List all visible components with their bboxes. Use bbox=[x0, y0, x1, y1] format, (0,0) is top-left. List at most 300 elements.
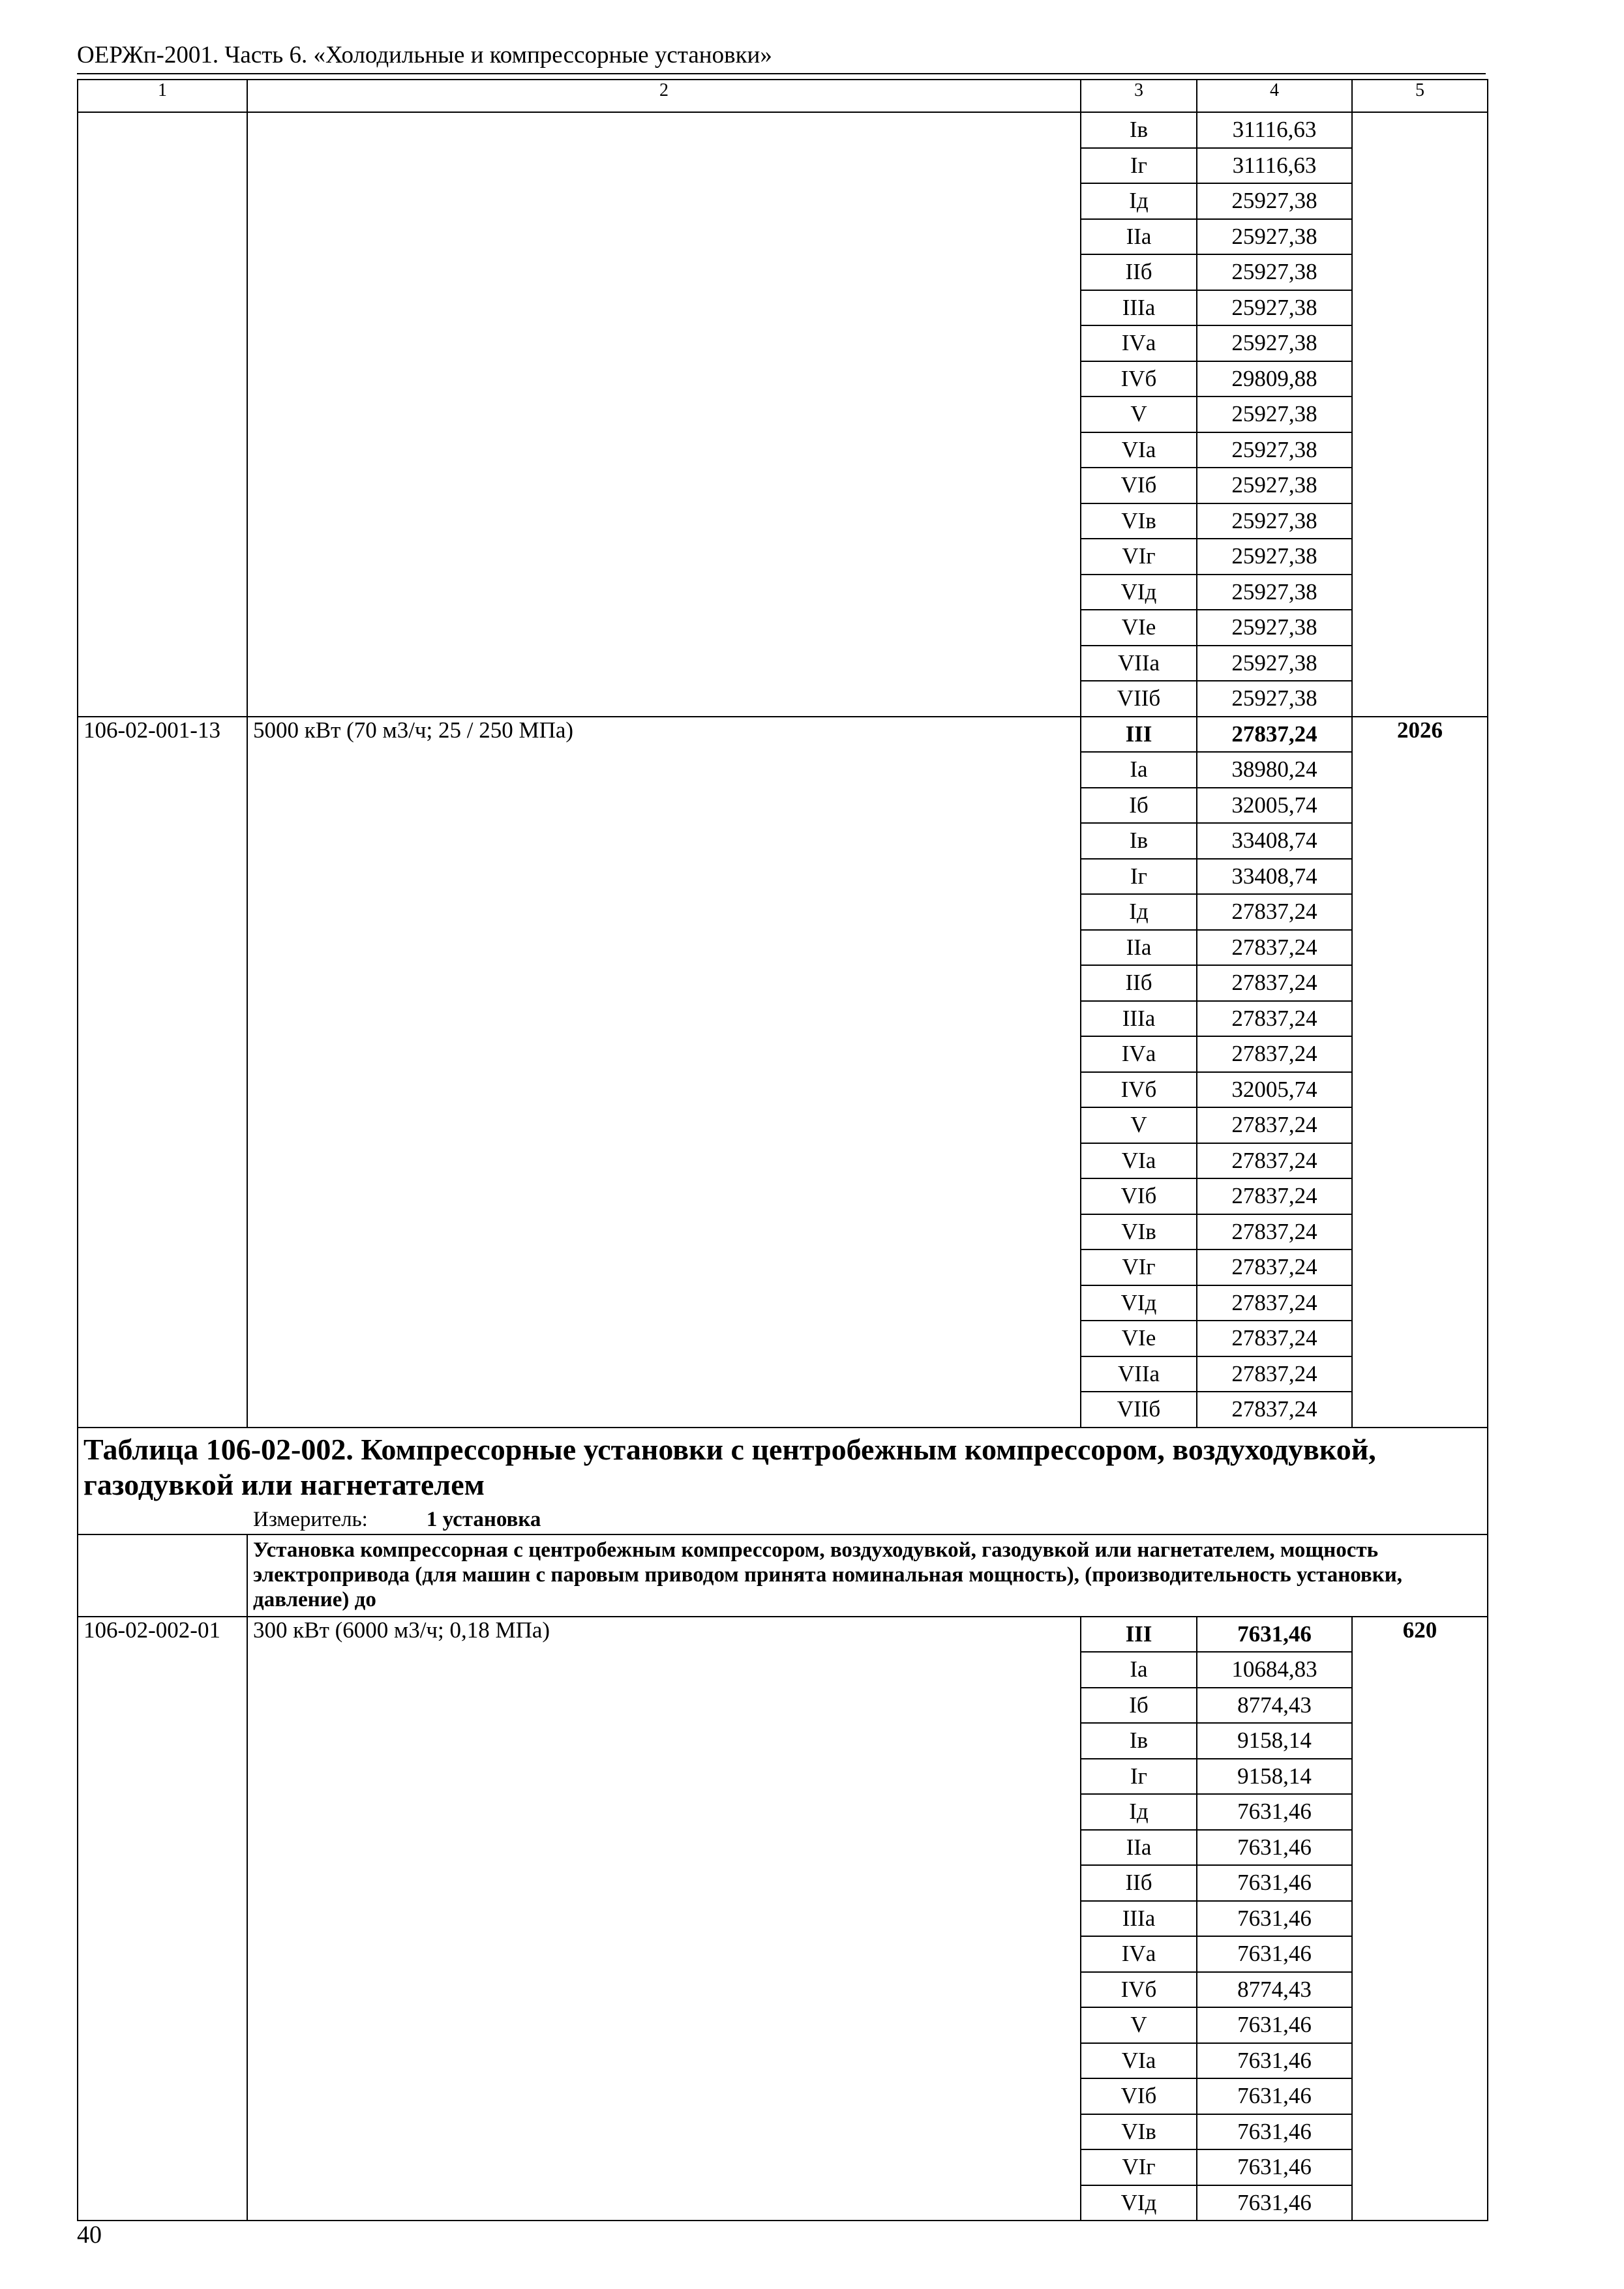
table-row bbox=[78, 1285, 1488, 1321]
intro-text: Установка компрессорная с центробежным компрессором, воздуходувкой, газодувкой или нагнетателем, мощность электропривода (для машин с паровым приводом принята номинальная мощность), (производительность установки, давление) до bbox=[247, 1534, 1488, 1617]
rate-value: 27837,24 bbox=[1197, 894, 1352, 930]
table-row bbox=[78, 2078, 1488, 2114]
labor-total-cell bbox=[1352, 930, 1488, 966]
rate-description-cell bbox=[247, 823, 1081, 859]
region-category: Iв bbox=[1081, 112, 1197, 148]
column-number: 5 bbox=[1352, 80, 1488, 112]
rate-description-cell bbox=[247, 325, 1081, 361]
region-category: V bbox=[1081, 1107, 1197, 1143]
rate-description-cell bbox=[247, 575, 1081, 610]
rate-value: 7631,46 bbox=[1197, 1936, 1352, 1972]
rate-value: 27837,24 bbox=[1197, 1001, 1352, 1037]
labor-total-cell: 2026 bbox=[1352, 717, 1488, 753]
region-category: IIб bbox=[1081, 254, 1197, 290]
labor-total-cell bbox=[1352, 1392, 1488, 1428]
rate-value: 32005,74 bbox=[1197, 788, 1352, 824]
labor-total-cell bbox=[1352, 646, 1488, 681]
intro-row bbox=[78, 1534, 1488, 1617]
table-caption bbox=[78, 1428, 1488, 1534]
rate-description-cell bbox=[247, 2043, 1081, 2079]
labor-total-cell bbox=[1352, 1036, 1488, 1072]
rate-description-cell bbox=[247, 1723, 1081, 1759]
labor-total-cell bbox=[1352, 148, 1488, 184]
region-category: Iг bbox=[1081, 148, 1197, 184]
region-category: VIIб bbox=[1081, 1392, 1197, 1428]
labor-total-cell bbox=[1352, 183, 1488, 219]
table-row bbox=[78, 1688, 1488, 1724]
rate-value: 7631,46 bbox=[1197, 2185, 1352, 2221]
table-row bbox=[78, 2185, 1488, 2221]
region-category: VIб bbox=[1081, 468, 1197, 503]
labor-total-cell bbox=[1352, 396, 1488, 432]
table-title: Таблица 106-02-002. Компрессорные установки с центробежным компрессором, воздуходувкой, газодувкой или нагнетателем bbox=[83, 1432, 1376, 1501]
rate-description-cell bbox=[247, 183, 1081, 219]
rate-description-cell bbox=[247, 361, 1081, 397]
rate-description-cell bbox=[247, 503, 1081, 539]
region-category: IIа bbox=[1081, 930, 1197, 966]
table-row bbox=[78, 1321, 1488, 1356]
rate-code-cell bbox=[78, 1759, 247, 1795]
table-row bbox=[78, 823, 1488, 859]
labor-total-cell bbox=[1352, 1356, 1488, 1392]
region-category: Iг bbox=[1081, 1759, 1197, 1795]
labor-total-cell bbox=[1352, 1830, 1488, 1866]
rate-value: 27837,24 bbox=[1197, 1143, 1352, 1179]
labor-total-cell bbox=[1352, 1652, 1488, 1688]
rate-code-cell bbox=[78, 1392, 247, 1428]
rate-description-cell bbox=[247, 1830, 1081, 1866]
rate-code-cell bbox=[78, 396, 247, 432]
region-category: IVа bbox=[1081, 1036, 1197, 1072]
labor-total-cell bbox=[1352, 1143, 1488, 1179]
table-row bbox=[78, 432, 1488, 468]
table-row bbox=[78, 396, 1488, 432]
rate-value: 27837,24 bbox=[1197, 1107, 1352, 1143]
table-row bbox=[78, 1178, 1488, 1214]
rate-value: 27837,24 bbox=[1197, 1356, 1352, 1392]
rate-value: 27837,24 bbox=[1197, 1392, 1352, 1428]
table-row bbox=[78, 219, 1488, 255]
labor-total-cell bbox=[1352, 788, 1488, 824]
region-category: IVб bbox=[1081, 1072, 1197, 1108]
region-category: Iд bbox=[1081, 894, 1197, 930]
rate-code-cell bbox=[78, 1072, 247, 1108]
rate-description-cell bbox=[247, 396, 1081, 432]
table-row bbox=[78, 2114, 1488, 2150]
region-category: VIе bbox=[1081, 1321, 1197, 1356]
table-row bbox=[78, 646, 1488, 681]
rate-description-cell: 300 кВт (6000 м3/ч; 0,18 МПа) bbox=[247, 1617, 1081, 1653]
rate-description-cell bbox=[247, 752, 1081, 788]
rate-description-cell bbox=[247, 2185, 1081, 2221]
rate-value: 7631,46 bbox=[1197, 2149, 1352, 2185]
table-row bbox=[78, 1249, 1488, 1285]
labor-total-cell bbox=[1352, 681, 1488, 717]
rate-value: 27837,24 bbox=[1197, 1285, 1352, 1321]
rate-description-cell bbox=[247, 290, 1081, 326]
rate-code-cell bbox=[78, 610, 247, 646]
region-category: IVб bbox=[1081, 361, 1197, 397]
rate-code-cell bbox=[78, 1794, 247, 1830]
rate-description-cell bbox=[247, 112, 1081, 148]
rate-value: 8774,43 bbox=[1197, 1688, 1352, 1724]
table-row bbox=[78, 1143, 1488, 1179]
region-category: IIIа bbox=[1081, 1001, 1197, 1037]
region-category: III bbox=[1081, 717, 1197, 753]
rate-description-cell bbox=[247, 1356, 1081, 1392]
rate-code-cell bbox=[78, 1249, 247, 1285]
table-row bbox=[78, 1392, 1488, 1428]
labor-total-cell bbox=[1352, 1972, 1488, 2008]
rate-code-cell bbox=[78, 1321, 247, 1356]
region-category: Iа bbox=[1081, 1652, 1197, 1688]
labor-total-cell bbox=[1352, 2149, 1488, 2185]
labor-total-cell bbox=[1352, 254, 1488, 290]
rate-code-cell bbox=[78, 2007, 247, 2043]
region-category: VIв bbox=[1081, 2114, 1197, 2150]
page-number: 40 bbox=[77, 2221, 102, 2249]
table-row bbox=[78, 1617, 1488, 1653]
rate-value: 9158,14 bbox=[1197, 1723, 1352, 1759]
rate-description-cell bbox=[247, 1285, 1081, 1321]
region-category: VIд bbox=[1081, 1285, 1197, 1321]
rate-value: 27837,24 bbox=[1197, 1036, 1352, 1072]
labor-total-cell bbox=[1352, 2114, 1488, 2150]
labor-total-cell bbox=[1352, 752, 1488, 788]
rate-value: 7631,46 bbox=[1197, 1901, 1352, 1937]
rate-code-cell bbox=[78, 468, 247, 503]
rate-code-cell bbox=[78, 361, 247, 397]
labor-total-cell bbox=[1352, 1723, 1488, 1759]
column-number: 3 bbox=[1081, 80, 1197, 112]
rate-code-cell bbox=[78, 254, 247, 290]
rate-value: 7631,46 bbox=[1197, 1830, 1352, 1866]
rate-description-cell bbox=[247, 788, 1081, 824]
rate-description-cell bbox=[247, 1072, 1081, 1108]
region-category: IVб bbox=[1081, 1972, 1197, 2008]
rate-value: 32005,74 bbox=[1197, 1072, 1352, 1108]
rate-code-cell bbox=[78, 1901, 247, 1937]
region-category: VIг bbox=[1081, 1249, 1197, 1285]
rate-description-cell bbox=[247, 894, 1081, 930]
table-row bbox=[78, 1652, 1488, 1688]
rate-code-cell bbox=[78, 859, 247, 895]
region-category: VIIб bbox=[1081, 681, 1197, 717]
rate-code-cell bbox=[78, 1214, 247, 1250]
table-row bbox=[78, 930, 1488, 966]
running-header bbox=[77, 40, 1486, 74]
table-caption-row bbox=[78, 1428, 1488, 1534]
rate-value: 31116,63 bbox=[1197, 112, 1352, 148]
region-category: VIг bbox=[1081, 539, 1197, 575]
labor-total-cell bbox=[1352, 432, 1488, 468]
rate-code-cell bbox=[78, 148, 247, 184]
rate-description-cell bbox=[247, 148, 1081, 184]
rate-value: 25927,38 bbox=[1197, 610, 1352, 646]
table-row bbox=[78, 361, 1488, 397]
region-category: VIа bbox=[1081, 432, 1197, 468]
table-row bbox=[78, 1001, 1488, 1037]
labor-total-cell bbox=[1352, 1688, 1488, 1724]
rate-description-cell bbox=[247, 468, 1081, 503]
rate-code-cell bbox=[78, 183, 247, 219]
rate-value: 25927,38 bbox=[1197, 575, 1352, 610]
rate-description-cell bbox=[247, 432, 1081, 468]
rate-code-cell bbox=[78, 930, 247, 966]
rate-value: 25927,38 bbox=[1197, 503, 1352, 539]
table-row bbox=[78, 290, 1488, 326]
rate-value: 25927,38 bbox=[1197, 325, 1352, 361]
rate-description-cell: 5000 кВт (70 м3/ч; 25 / 250 МПа) bbox=[247, 717, 1081, 753]
region-category: VIа bbox=[1081, 1143, 1197, 1179]
rate-value: 25927,38 bbox=[1197, 290, 1352, 326]
region-category: IIIа bbox=[1081, 290, 1197, 326]
labor-total-cell bbox=[1352, 610, 1488, 646]
column-number: 1 bbox=[78, 80, 247, 112]
table-row bbox=[78, 894, 1488, 930]
labor-total-cell bbox=[1352, 1285, 1488, 1321]
rate-code-cell bbox=[78, 2185, 247, 2221]
rate-value: 9158,14 bbox=[1197, 1759, 1352, 1795]
rate-description-cell bbox=[247, 930, 1081, 966]
table-row bbox=[78, 1036, 1488, 1072]
rate-description-cell bbox=[247, 1036, 1081, 1072]
region-category: VIд bbox=[1081, 2185, 1197, 2221]
table-row bbox=[78, 1865, 1488, 1901]
rate-description-cell bbox=[247, 1321, 1081, 1356]
table-row bbox=[78, 539, 1488, 575]
rate-code-cell bbox=[78, 1143, 247, 1179]
rate-code-cell bbox=[78, 1036, 247, 1072]
labor-total-cell bbox=[1352, 2078, 1488, 2114]
table-row bbox=[78, 859, 1488, 895]
rate-description-cell bbox=[247, 1214, 1081, 1250]
table-row bbox=[78, 1794, 1488, 1830]
rate-code-cell bbox=[78, 752, 247, 788]
rate-value: 27837,24 bbox=[1197, 930, 1352, 966]
rate-code-cell bbox=[78, 539, 247, 575]
region-category: VIIа bbox=[1081, 646, 1197, 681]
labor-total-cell bbox=[1352, 1794, 1488, 1830]
rate-code-cell bbox=[78, 1356, 247, 1392]
rate-description-cell bbox=[247, 1794, 1081, 1830]
labor-total-cell bbox=[1352, 1321, 1488, 1356]
rate-value: 25927,38 bbox=[1197, 646, 1352, 681]
rate-code-cell bbox=[78, 1865, 247, 1901]
table-row bbox=[78, 717, 1488, 753]
rate-description-cell bbox=[247, 219, 1081, 255]
rate-code-cell bbox=[78, 788, 247, 824]
rate-value: 33408,74 bbox=[1197, 859, 1352, 895]
table-row bbox=[78, 610, 1488, 646]
table-row bbox=[78, 1972, 1488, 2008]
labor-total-cell bbox=[1352, 1759, 1488, 1795]
table-row bbox=[78, 468, 1488, 503]
rate-description-cell bbox=[247, 1107, 1081, 1143]
rate-value: 25927,38 bbox=[1197, 681, 1352, 717]
rate-value: 27837,24 bbox=[1197, 1321, 1352, 1356]
column-number-row bbox=[78, 80, 1488, 112]
table-row bbox=[78, 1830, 1488, 1866]
labor-total-cell bbox=[1352, 290, 1488, 326]
region-category: IIа bbox=[1081, 219, 1197, 255]
table-row bbox=[78, 148, 1488, 184]
labor-total-cell bbox=[1352, 965, 1488, 1001]
table-row bbox=[78, 1214, 1488, 1250]
rate-value: 7631,46 bbox=[1197, 2078, 1352, 2114]
rate-value: 27837,24 bbox=[1197, 717, 1352, 753]
region-category: IIб bbox=[1081, 1865, 1197, 1901]
rate-value: 7631,46 bbox=[1197, 1794, 1352, 1830]
rate-value: 38980,24 bbox=[1197, 752, 1352, 788]
labor-total-cell bbox=[1352, 539, 1488, 575]
table-row bbox=[78, 2007, 1488, 2043]
rate-description-cell bbox=[247, 254, 1081, 290]
table-row bbox=[78, 752, 1488, 788]
table-row bbox=[78, 1107, 1488, 1143]
rate-value: 31116,63 bbox=[1197, 148, 1352, 184]
region-category: Iб bbox=[1081, 788, 1197, 824]
region-category: Iв bbox=[1081, 1723, 1197, 1759]
rate-code-cell bbox=[78, 575, 247, 610]
rate-description-cell bbox=[247, 859, 1081, 895]
rate-value: 7631,46 bbox=[1197, 1617, 1352, 1653]
rate-value: 7631,46 bbox=[1197, 1865, 1352, 1901]
rate-code-cell bbox=[78, 681, 247, 717]
rate-value: 10684,83 bbox=[1197, 1652, 1352, 1688]
region-category: Iг bbox=[1081, 859, 1197, 895]
labor-total-cell bbox=[1352, 575, 1488, 610]
region-category: IIа bbox=[1081, 1830, 1197, 1866]
rate-code-cell bbox=[78, 2114, 247, 2150]
rate-description-cell bbox=[247, 646, 1081, 681]
rate-description-cell bbox=[247, 681, 1081, 717]
table-row bbox=[78, 503, 1488, 539]
rate-code-cell bbox=[78, 1936, 247, 1972]
region-category: Iа bbox=[1081, 752, 1197, 788]
rate-code-cell bbox=[78, 2149, 247, 2185]
rate-description-cell bbox=[247, 610, 1081, 646]
region-category: VIг bbox=[1081, 2149, 1197, 2185]
labor-total-cell bbox=[1352, 1936, 1488, 1972]
table-row bbox=[78, 183, 1488, 219]
table-row bbox=[78, 2149, 1488, 2185]
rate-code-cell bbox=[78, 1972, 247, 2008]
rate-code-cell bbox=[78, 823, 247, 859]
rate-code-cell bbox=[78, 1652, 247, 1688]
table-row bbox=[78, 1936, 1488, 1972]
rate-code-cell bbox=[78, 432, 247, 468]
table-row bbox=[78, 1356, 1488, 1392]
intro-spacer bbox=[78, 1534, 247, 1617]
rate-description-cell bbox=[247, 1178, 1081, 1214]
rate-value: 25927,38 bbox=[1197, 432, 1352, 468]
rate-value: 25927,38 bbox=[1197, 183, 1352, 219]
labor-total-cell bbox=[1352, 503, 1488, 539]
table-row bbox=[78, 254, 1488, 290]
labor-total-cell bbox=[1352, 1865, 1488, 1901]
rate-value: 7631,46 bbox=[1197, 2007, 1352, 2043]
measure-line bbox=[83, 1506, 1482, 1533]
rate-code-cell bbox=[78, 1723, 247, 1759]
rate-code-cell bbox=[78, 325, 247, 361]
measure-value: 1 установка bbox=[426, 1507, 541, 1531]
rate-code-cell bbox=[78, 1107, 247, 1143]
labor-total-cell bbox=[1352, 1107, 1488, 1143]
rate-value: 7631,46 bbox=[1197, 2114, 1352, 2150]
rate-description-cell bbox=[247, 1392, 1081, 1428]
labor-total-cell bbox=[1352, 325, 1488, 361]
labor-total-cell bbox=[1352, 1249, 1488, 1285]
rate-code-cell bbox=[78, 219, 247, 255]
labor-total-cell bbox=[1352, 1001, 1488, 1037]
region-category: VIв bbox=[1081, 1214, 1197, 1250]
table-row bbox=[78, 2043, 1488, 2079]
rate-value: 27837,24 bbox=[1197, 1178, 1352, 1214]
rate-code-cell bbox=[78, 112, 247, 148]
region-category: VIIа bbox=[1081, 1356, 1197, 1392]
region-category: IVа bbox=[1081, 325, 1197, 361]
labor-total-cell bbox=[1352, 468, 1488, 503]
rate-code-cell bbox=[78, 1830, 247, 1866]
rate-code-cell bbox=[78, 1178, 247, 1214]
rate-value: 25927,38 bbox=[1197, 254, 1352, 290]
rate-description-cell bbox=[247, 2149, 1081, 2185]
rate-code-cell bbox=[78, 290, 247, 326]
labor-total-cell bbox=[1352, 2185, 1488, 2221]
running-title: ОЕРЖп-2001. Часть 6. «Холодильные и компрессорные установки» bbox=[77, 42, 772, 68]
rate-description-cell bbox=[247, 1001, 1081, 1037]
table-row bbox=[78, 325, 1488, 361]
rate-description-cell bbox=[247, 1143, 1081, 1179]
rate-description-cell bbox=[247, 2007, 1081, 2043]
table-row bbox=[78, 112, 1488, 148]
table-row bbox=[78, 965, 1488, 1001]
rate-description-cell bbox=[247, 2114, 1081, 2150]
region-category: VIб bbox=[1081, 2078, 1197, 2114]
labor-total-cell bbox=[1352, 112, 1488, 148]
rate-code-cell bbox=[78, 894, 247, 930]
region-category: VIд bbox=[1081, 575, 1197, 610]
region-category: V bbox=[1081, 2007, 1197, 2043]
column-number: 4 bbox=[1197, 80, 1352, 112]
region-category: Iд bbox=[1081, 1794, 1197, 1830]
labor-total-cell bbox=[1352, 1214, 1488, 1250]
table-row bbox=[78, 575, 1488, 610]
table-body bbox=[78, 80, 1488, 2221]
table-row bbox=[78, 1072, 1488, 1108]
rate-value: 25927,38 bbox=[1197, 468, 1352, 503]
rate-description-cell bbox=[247, 1972, 1081, 2008]
rate-code-cell: 106-02-002-01 bbox=[78, 1617, 247, 1653]
labor-total-cell bbox=[1352, 823, 1488, 859]
rate-description-cell bbox=[247, 1936, 1081, 1972]
column-number: 2 bbox=[247, 80, 1081, 112]
rate-description-cell bbox=[247, 1652, 1081, 1688]
labor-total-cell bbox=[1352, 859, 1488, 895]
rate-description-cell bbox=[247, 965, 1081, 1001]
labor-total-cell bbox=[1352, 1178, 1488, 1214]
labor-total-cell bbox=[1352, 2007, 1488, 2043]
rate-value: 25927,38 bbox=[1197, 539, 1352, 575]
labor-total-cell bbox=[1352, 219, 1488, 255]
region-category: VIб bbox=[1081, 1178, 1197, 1214]
table-row bbox=[78, 681, 1488, 717]
region-category: Iб bbox=[1081, 1688, 1197, 1724]
rate-code-cell bbox=[78, 503, 247, 539]
rate-code-cell bbox=[78, 1688, 247, 1724]
table-row bbox=[78, 1759, 1488, 1795]
